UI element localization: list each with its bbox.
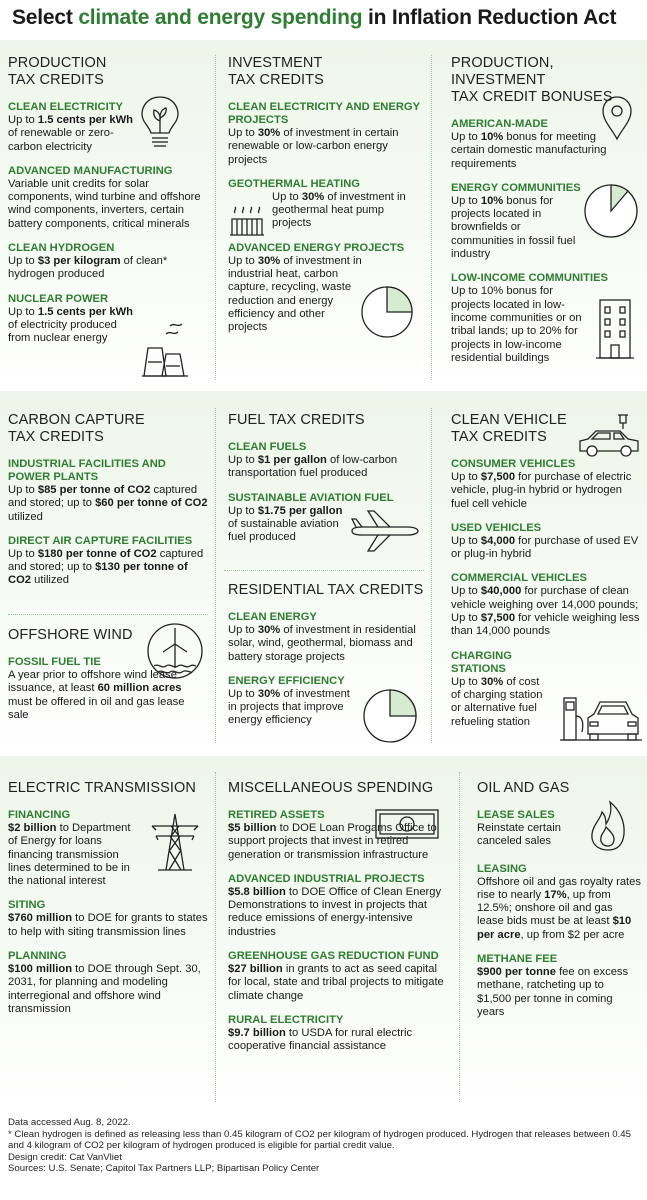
highlight-value: 30% (257, 624, 281, 636)
highlight-value: $1.75 per gallon (257, 504, 343, 517)
body-text: of sustainable aviation fuel produced (228, 517, 339, 544)
item-american-made: AMERICAN-MADE Up to 10% bonus for meeting certain domestic manufacturing requirements (451, 118, 607, 170)
body-text: captured and stored; up to (8, 484, 198, 510)
item-used-vehicles: USED VEHICLES Up to $4,000 for purchase of used EV or plug-in hybrid (451, 521, 639, 561)
flame-icon (588, 800, 628, 852)
item-industrial-facilities: INDUSTRIAL FACILITIES AND POWER PLANTS Up to $85 per tonne of CO2 captured and stored; up to $60 per tonne of CO2 utilized (8, 458, 208, 523)
section-title: INVESTMENT TAX CREDITS (228, 55, 324, 88)
body-text: Up to (228, 687, 258, 700)
body-text: Up to (228, 624, 258, 636)
footer-notes (0, 1108, 647, 1200)
wind-turbine-icon (146, 622, 204, 680)
highlight-value: $7,500 (480, 471, 516, 483)
footnote-hydrogen: * Clean hydrogen is defined as releasing less than 0.45 kilogram of CO2 per kilogram of hydrogen produced. Hydrogen that releases between 0.45 and 4 kilogram of CO2 per kilogram of hydrogen produced is eligible for partial credit value. (8, 1128, 631, 1151)
lightbulb-icon (138, 93, 182, 153)
body-text: Up to (451, 471, 481, 483)
highlight-value: 30% (301, 190, 325, 203)
footnote-design-credit: Design credit: Cat VanVliet (8, 1151, 122, 1163)
column-divider (215, 408, 216, 743)
item-sustainable-aviation-fuel: SUSTAINABLE AVIATION FUEL Up to $1.75 per gallon of sustainable aviation fuel produced (228, 491, 394, 544)
body-text: to USDA for rural electric cooperative financial assistance (228, 1026, 413, 1053)
body-text: Reinstate certain canceled sales (477, 822, 561, 848)
highlight-value: $900 per tonne (477, 966, 556, 979)
body-text: Up to (8, 305, 38, 318)
body-text: of clean* hydrogen produced (8, 255, 168, 281)
title-suffix: in Inflation Reduction Act (362, 6, 617, 29)
highlight-value: $60 per tonne of CO2 (95, 497, 208, 510)
highlight-value: $2 billion (8, 822, 57, 834)
item-energy-communities: ENERGY COMMUNITIES Up to 10% bonus for projects located in brownfields or communities in fossil fuel industry (451, 181, 581, 261)
body-text: for purchase of used EV or plug-in hybrid (451, 534, 639, 561)
highlight-value: 30% (257, 687, 281, 700)
body-text: Up to (8, 114, 38, 126)
item-fossil-fuel-tie: FOSSIL FUEL TIE A year prior to offshore wind lease issuance, at least 60 million acres must be offered in oil and gas lease sale (8, 656, 185, 721)
highlight-value: 60 million acres (97, 682, 182, 695)
item-direct-air-capture: DIRECT AIR CAPTURE FACILITIES Up to $180 per tonne of CO2 captured and stored; up to $130 per tonne of CO2 utilized (8, 534, 204, 587)
body-text: Up to (8, 547, 38, 560)
item-consumer-vehicles: CONSUMER VEHICLES Up to $7,500 for purchase of electric vehicle, plug-in hybrid or hydrogen fuel cell vehicle (451, 458, 632, 510)
body-text: Variable unit credits for solar components, wind turbine and offshore wind components, inverters, certain battery components, critical minerals (8, 177, 201, 230)
nuclear-plant-icon (140, 318, 190, 378)
highlight-value: 30% (480, 675, 504, 688)
section-title: PRODUCTION, INVESTMENT TAX CREDIT BONUSES (451, 55, 613, 105)
highlight-value: 10% (480, 131, 504, 143)
body-text: Up to 10% bonus for projects located in low-income communities or on tribal lands; up to 20% for projects in low-income residential buildings (451, 285, 582, 364)
body-text: of cost of charging station or alternative fuel refueling station (451, 675, 543, 728)
charging-station-icon (560, 688, 642, 744)
electric-car-icon (576, 413, 642, 459)
column-divider (431, 408, 432, 743)
column-divider (459, 772, 460, 1102)
transmission-tower-icon (148, 812, 202, 872)
body-text: Up to (451, 585, 481, 598)
body-text: for purchase of electric vehicle, plug-in hybrid or hydrogen fuel cell vehicle (451, 471, 632, 510)
item-nuclear-power: NUCLEAR POWER Up to 1.5 cents per kWh of electricity produced from nuclear energy (8, 292, 133, 345)
highlight-value: $100 million (8, 963, 73, 976)
item-planning: PLANNING $100 million to DOE through Sept. 30, 2031, for planning and modeling interregional and offshore wind transmission (8, 950, 201, 1015)
location-pin-icon (600, 95, 634, 141)
body-text: to DOE Loan Progams Office to support projects that invest in retired generation or transmission infrastructure (228, 822, 437, 861)
pie-chart-icon (360, 285, 414, 339)
section-title: RESIDENTIAL TAX CREDITS (228, 582, 424, 598)
body-text: Up to (228, 127, 258, 139)
body-text: captured and stored; up to (8, 547, 204, 574)
body-text: of investment in projects that improve energy efficiency (228, 687, 350, 727)
body-text: utilized (8, 510, 43, 523)
body-text: Up to (228, 454, 258, 466)
body-text: Up to (451, 131, 481, 143)
item-rural-electricity: RURAL ELECTRICITY $9.7 billion to USDA for rural electric cooperative financial assistance (228, 1013, 413, 1053)
body-text: to DOE Office of Clean Energy Demonstrations to invest in projects that reduce emissions of energy-intensive industries (228, 885, 442, 938)
highlight-value: $7,500 (480, 612, 516, 625)
page-title (0, 0, 647, 40)
body-text: for purchase of clean vehicle weighing over 14,000 pounds; Up to (451, 585, 639, 625)
body-text: , up from 12.5%; onshore oil and gas lease bids must be at least (477, 888, 613, 928)
body-text: A year prior to offshore wind lease issuance, at least (8, 669, 177, 695)
column-divider (431, 55, 432, 380)
highlight-value: $5 billion (228, 822, 277, 834)
body-text: Up to (272, 190, 302, 203)
item-clean-electricity: CLEAN ELECTRICITY Up to 1.5 cents per kWh of renewable or zero-carbon electricity (8, 101, 133, 153)
body-text: Up to (228, 254, 258, 267)
heat-pump-icon (229, 203, 265, 239)
body-text: in grants to act as seed capital for local, state and tribal projects to mitigate climate change (228, 963, 444, 1002)
body-text: of investment in certain renewable or low-carbon energy projects (228, 127, 399, 166)
section-divider (8, 614, 208, 615)
section-carbon-capture (8, 412, 208, 599)
highlight-value: 10% (480, 194, 504, 207)
section-title: ELECTRIC TRANSMISSION (8, 780, 196, 796)
item-low-income-communities: LOW-INCOME COMMUNITIES Up to 10% bonus for projects located in low-income communities or on tribal lands; up to 20% for projects in low-income residential buildings (451, 272, 609, 364)
highlight-value: 30% (257, 127, 281, 139)
section-title: CARBON CAPTURE TAX CREDITS (8, 412, 145, 445)
body-text: Up to (8, 255, 38, 268)
footnote-sources: Sources: U.S. Senate; Capitol Tax Partners LLP; Bipartisan Policy Center (8, 1163, 320, 1174)
body-text: Up to (451, 675, 481, 688)
section-title: OFFSHORE WIND (8, 627, 133, 643)
highlight-value: 17% (544, 888, 567, 901)
highlight-value: $40,000 (480, 585, 522, 598)
highlight-value: $10 per acre (477, 915, 632, 941)
item-retired-assets: RETIRED ASSETS $5 billion to DOE Loan Progams Office to support projects that invest in retired generation or transmission infrastructure (228, 809, 437, 861)
highlight-value: 1.5 cents per kWh (37, 305, 133, 318)
body-text: utilized (31, 574, 69, 587)
item-lease-sales: LEASE SALES Reinstate certain canceled sales (477, 809, 561, 848)
highlight-value: $130 per tonne of CO2 (8, 561, 188, 587)
item-advanced-industrial-projects: ADVANCED INDUSTRIAL PROJECTS $5.8 billion to DOE Office of Clean Energy Demonstrations to invest in projects that reduce emissions of energy-intensive industries (228, 872, 442, 938)
body-text: Up to (228, 504, 258, 517)
body-text: bonus for meeting certain domestic manufacturing requirements (451, 131, 607, 170)
body-text: Offshore oil and gas royalty rates rise to nearly (477, 875, 641, 901)
highlight-value: $27 billion (228, 963, 283, 976)
body-text: Up to (8, 484, 38, 496)
item-methane-fee: METHANE FEE $900 per tonne fee on excess methane, ratcheting up to $1,500 per tonne in coming years (477, 953, 629, 1018)
column-divider (215, 55, 216, 380)
highlight-value: $5.8 billion (228, 885, 286, 898)
item-geothermal-heating: GEOTHERMAL HEATING Up to 30% of investment in geothermal heat pump projects (228, 177, 406, 230)
body-text: Up to (451, 534, 481, 547)
body-text: of investment in geothermal heat pump projects (272, 190, 406, 230)
item-advanced-manufacturing: ADVANCED MANUFACTURING Variable unit credits for solar components, wind turbine and offshore wind components, inverters, certain battery components, critical minerals (8, 164, 201, 230)
section-divider (224, 570, 424, 571)
item-clean-fuels: CLEAN FUELS Up to $1 per gallon of low-carbon transportation fuel produced (228, 441, 398, 480)
title-prefix: Select (12, 6, 79, 29)
body-text: of investment in industrial heat, carbon capture, recycling, waste reduction and energy efficiency and other projects (228, 254, 362, 334)
body-text: to Department of Energy for loans financing transmission lines determined to be in the national interest (8, 822, 131, 888)
item-siting: SITING $760 million to DOE for grants to states to help with siting transmission lines (8, 899, 208, 938)
highlight-value: $9.7 billion (228, 1026, 286, 1039)
title-highlight: climate and energy spending (78, 6, 363, 29)
item-clean-electricity-projects: CLEAN ELECTRICITY AND ENERGY PROJECTS Up to 30% of investment in certain renewable or low-carbon energy projects (228, 101, 420, 166)
highlight-value: $3 per kilogram (37, 255, 121, 268)
banknote-icon (374, 806, 440, 842)
highlight-value: $4,000 (480, 534, 516, 547)
body-text: for vehicle weighing less than 14,000 pounds (451, 612, 640, 638)
body-text: to DOE through Sept. 30, 2031, for planning and modeling interregional and offshore wind transmission (8, 963, 201, 1015)
footnote-data-date: Data accessed Aug. 8, 2022. (8, 1117, 131, 1128)
highlight-value: $1 per gallon (257, 454, 327, 466)
item-energy-efficiency: ENERGY EFFICIENCY Up to 30% of investment in projects that improve energy efficiency (228, 674, 350, 727)
body-text: , up from $2 per acre (520, 928, 625, 941)
body-text: Up to (451, 194, 481, 207)
section-title: MISCELLANEOUS SPENDING (228, 780, 434, 796)
item-clean-energy: CLEAN ENERGY Up to 30% of investment in residential solar, wind, geothermal, biomass and battery storage projects (228, 611, 416, 663)
column-divider (215, 772, 216, 1102)
item-clean-hydrogen: CLEAN HYDROGEN Up to $3 per kilogram of clean* hydrogen produced (8, 242, 168, 281)
item-financing: FINANCING $2 billion to Department of Energy for loans financing transmission lines determined to be in the national interest (8, 809, 131, 888)
airplane-icon (348, 507, 420, 555)
body-text: of electricity produced from nuclear energy (8, 318, 117, 345)
body-text: bonus for projects located in brownfields or communities in fossil fuel industry (451, 194, 576, 261)
body-text: of investment in residential solar, wind, geothermal, biomass and battery storage projects (228, 624, 416, 663)
pie-chart-icon (362, 688, 418, 744)
body-text: of low-carbon transportation fuel produced (228, 454, 398, 480)
body-text: must be offered in oil and gas lease sale (8, 695, 185, 721)
pie-chart-icon (583, 183, 639, 239)
highlight-value: 1.5 cents per kWh (37, 114, 133, 126)
body-text: fee on excess methane, ratcheting up to $1,500 per tonne in coming years (477, 966, 629, 1018)
item-leasing: LEASING Offshore oil and gas royalty rates rise to nearly 17%, up from 12.5%; onshore oil and gas lease bids must be at least $10 per acre, up from $2 per acre (477, 862, 641, 941)
section-title: FUEL TAX CREDITS (228, 412, 365, 428)
highlight-value: $85 per tonne of CO2 (37, 484, 151, 496)
highlight-value: $760 million (8, 912, 73, 925)
section-title: CLEAN VEHICLE TAX CREDITS (451, 412, 567, 445)
item-advanced-energy-projects: ADVANCED ENERGY PROJECTS Up to 30% of investment in industrial heat, carbon capture, recycling, waste reduction and energy efficiency and other projects (228, 241, 405, 334)
section-title: OIL AND GAS (477, 780, 570, 796)
item-charging-stations: CHARGING STATIONS Up to 30% of cost of charging station or alternative fuel refueling station (451, 649, 543, 728)
building-icon (594, 297, 636, 361)
item-commercial-vehicles: COMMERCIAL VEHICLES Up to $40,000 for purchase of clean vehicle weighing over 14,000 pounds; Up to $7,500 for vehicle weighing less than 14,000 pounds (451, 572, 640, 638)
highlight-value: 30% (257, 254, 281, 267)
body-text: to DOE for grants to states to help with siting transmission lines (8, 912, 208, 938)
body-text: of renewable or zero-carbon electricity (8, 127, 114, 153)
highlight-value: $180 per tonne of CO2 (37, 547, 157, 560)
section-title: PRODUCTION TAX CREDITS (8, 55, 107, 88)
item-greenhouse-gas-fund: GREENHOUSE GAS REDUCTION FUND $27 billion in grants to act as seed capital for local, state and tribal projects to mitigate climate change (228, 950, 444, 1002)
